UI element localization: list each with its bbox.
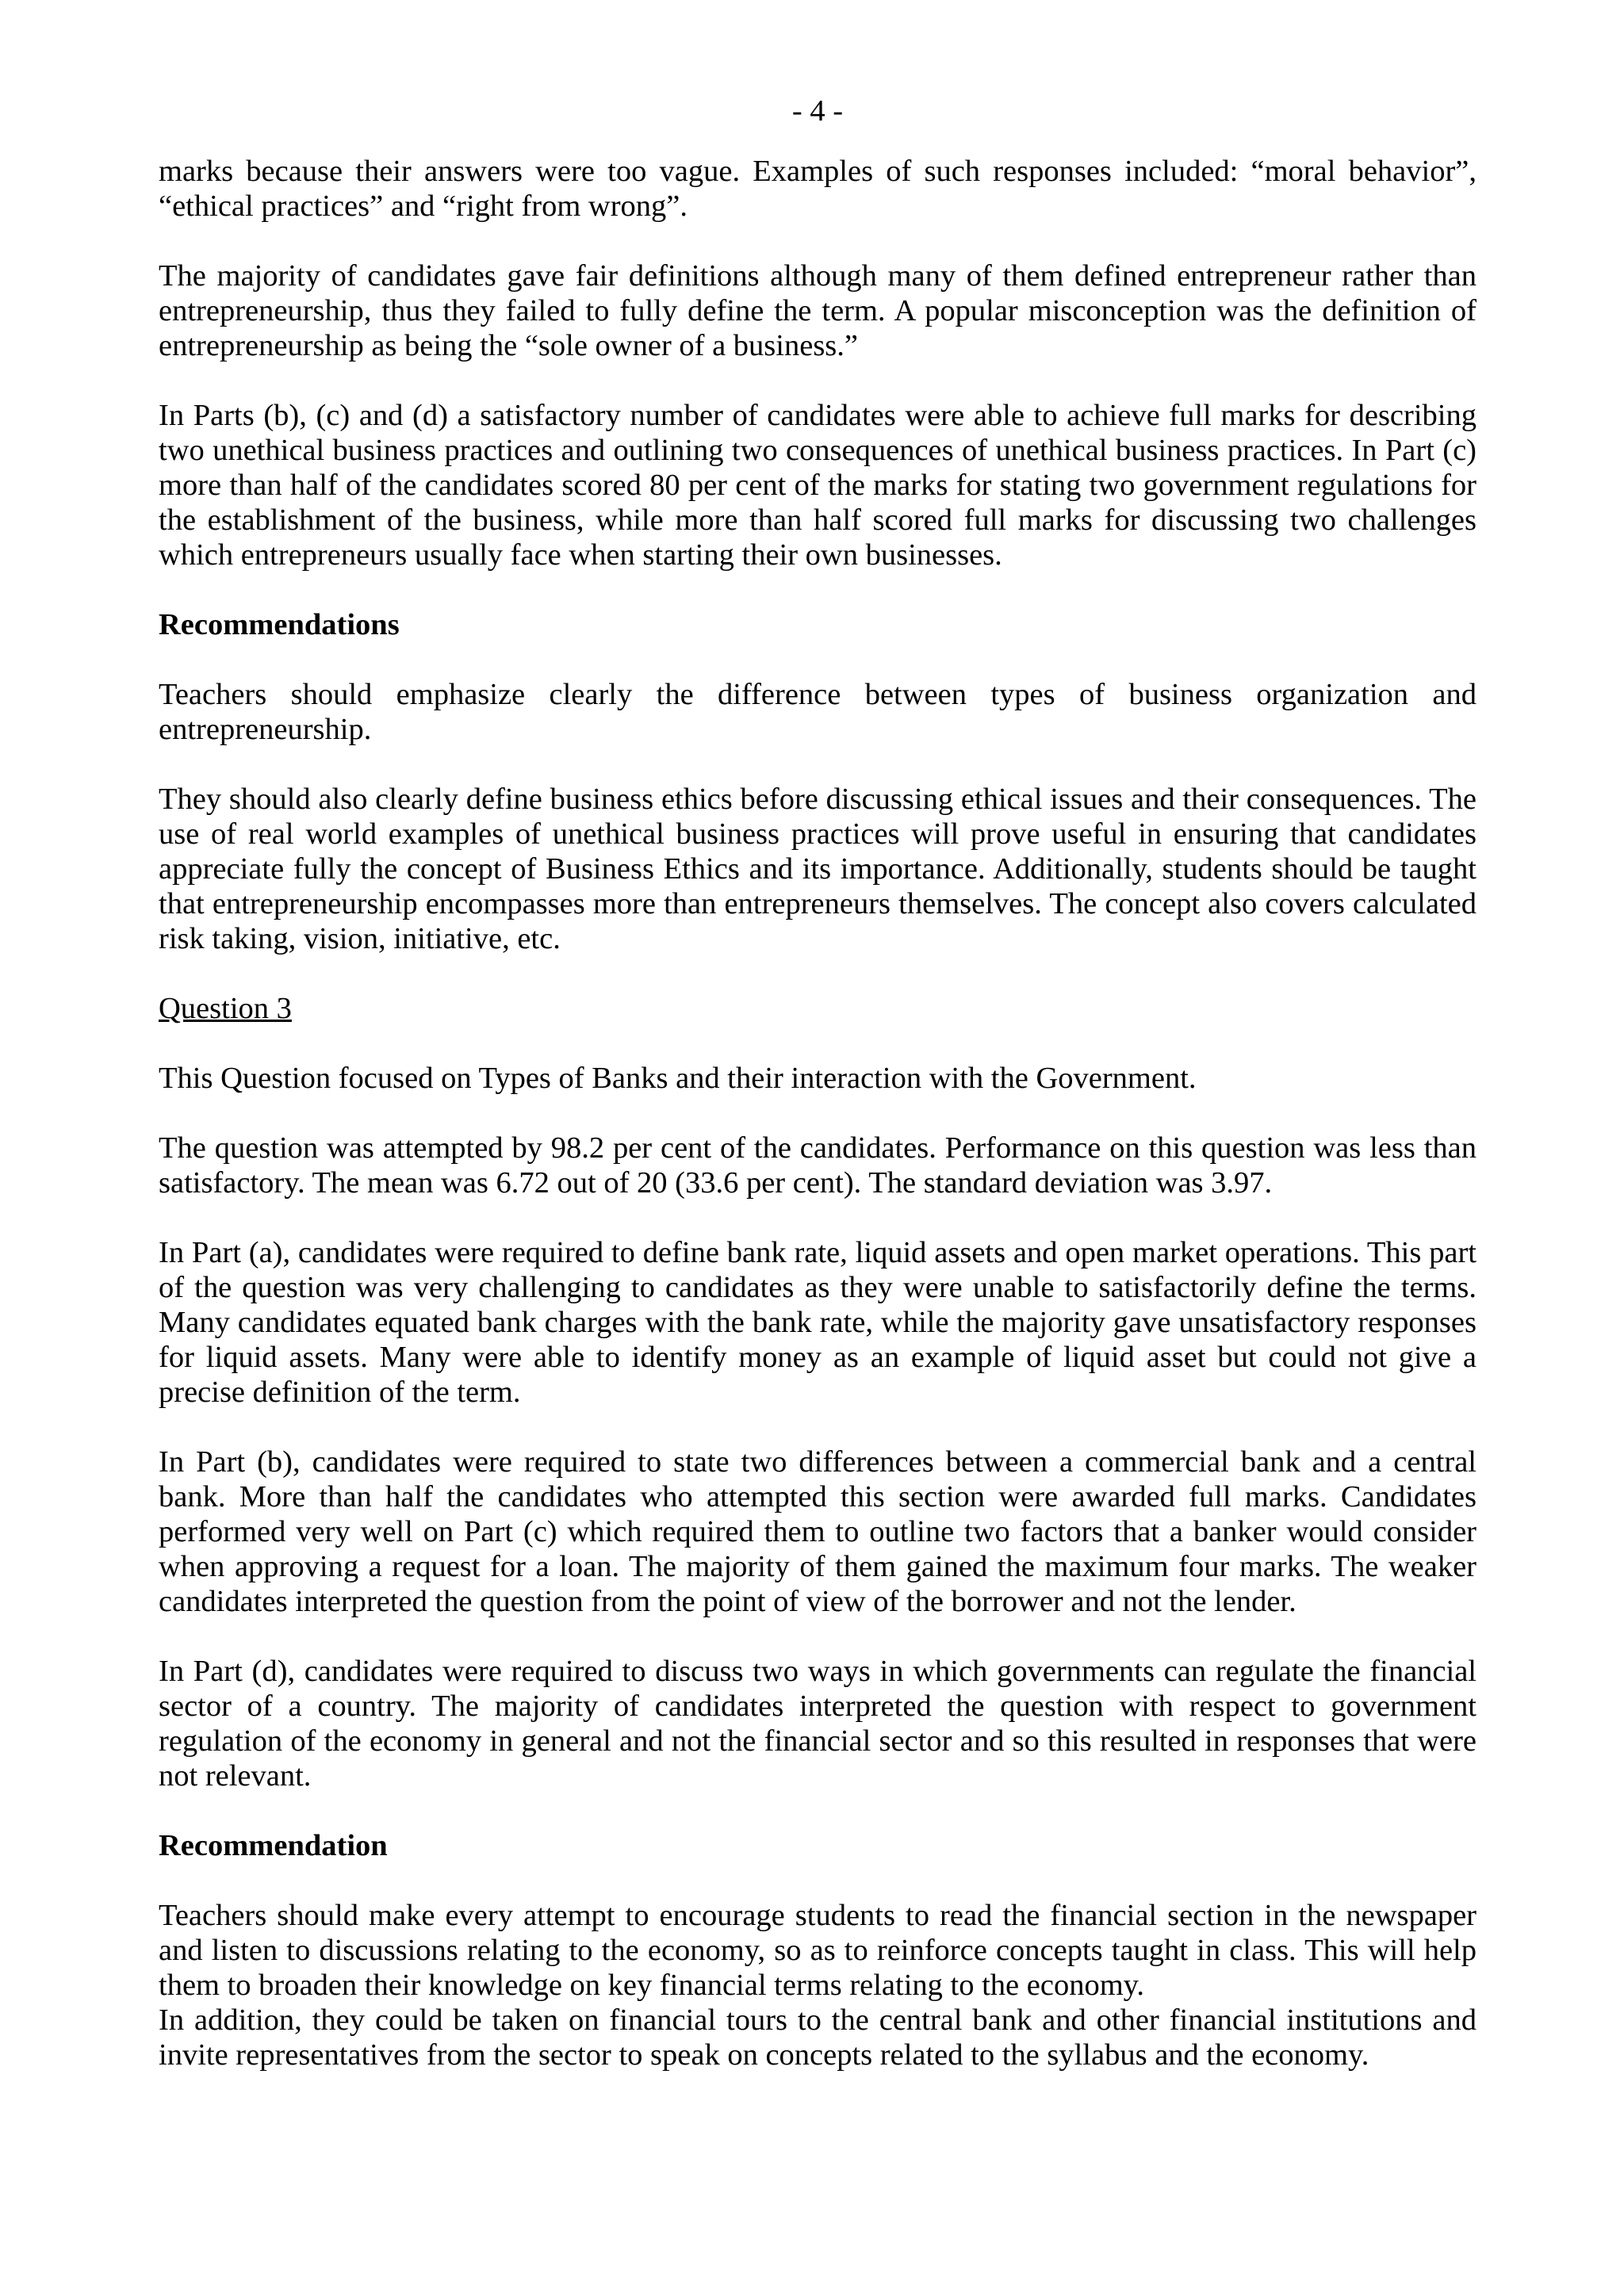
paragraph: The majority of candidates gave fair definitions although many of them defined entrepreneur rather than entrepreneurship, thus they failed to fully define the term. A popular misconception was the definition of entrepreneurship as being the “sole owner of a business.” [159, 259, 1477, 362]
paragraph: marks because their answers were too vague. Examples of such responses included: “moral behavior”, “ethical practices” and “right from wrong”. [159, 155, 1477, 223]
paragraph: In addition, they could be taken on financial tours to the central bank and other financial institutions and invite representatives from the sector to speak on concepts related to the syllabus and the economy. [159, 2003, 1477, 2072]
paragraph: In Part (d), candidates were required to discuss two ways in which governments can regulate the financial sector of a country. The majority of candidates interpreted the question with respect to government regulation of the economy in general and not the financial sector and so this resulted in responses that were not relevant. [159, 1655, 1477, 1793]
paragraph: The question was attempted by 98.2 per cent of the candidates. Performance on this question was less than satisfactory. The mean was 6.72 out of 20 (33.6 per cent). The standard deviation was 3.97. [159, 1131, 1477, 1200]
recommendation-heading: Recommendation [159, 1829, 388, 1862]
paragraph: Teachers should emphasize clearly the difference between types of business organization and entrepreneurship. [159, 678, 1477, 746]
paragraph: In Parts (b), (c) and (d) a satisfactory number of candidates were able to achieve full marks for describing two unethical business practices and outlining two consequences of unethical business practices. In Part (c) more than half of the candidates scored 80 per cent of the marks for stating two government regulations for the establishment of the business, while more than half scored full marks for discussing two challenges which entrepreneurs usually face when starting their own businesses. [159, 399, 1477, 572]
paragraph: Teachers should make every attempt to encourage students to read the financial section in the newspaper and listen to discussions relating to the economy, so as to reinforce concepts taught in class. This will help them to broaden their knowledge on key financial terms relating to the economy. [159, 1899, 1477, 2002]
paragraph: In Part (a), candidates were required to define bank rate, liquid assets and open market operations. This part of the question was very challenging to candidates as they were unable to satisfactorily define the terms. Many candidates equated bank charges with the bank rate, while the majority gave unsatisfactory responses for liquid assets. Many were able to identify money as an example of liquid asset but could not give a precise definition of the term. [159, 1236, 1477, 1409]
paragraph: They should also clearly define business ethics before discussing ethical issues and their consequences. The use of real world examples of unethical business practices will prove useful in ensuring that candidates appreciate fully the concept of Business Ethics and its importance. Additionally, students should be taught that entrepreneurship encompasses more than entrepreneurs themselves. The concept also covers calculated risk taking, vision, initiative, etc. [159, 783, 1477, 955]
page-number: - 4 - [791, 94, 844, 128]
paragraph: In Part (b), candidates were required to state two differences between a commercial bank and a central bank. More than half the candidates who attempted this section were awarded full marks. Candidates performed very well on Part (c) which required them to outline two factors that a banker would consider when approving a request for a loan. The majority of them gained the maximum four marks. The weaker candidates interpreted the question from the point of view of the borrower and not the lender. [159, 1445, 1477, 1618]
recommendations-heading: Recommendations [159, 608, 400, 641]
document-page [159, 94, 1477, 2107]
paragraph: This Question focused on Types of Banks and their interaction with the Government. [159, 1062, 1197, 1095]
question-3-heading: Question 3 [159, 992, 292, 1025]
